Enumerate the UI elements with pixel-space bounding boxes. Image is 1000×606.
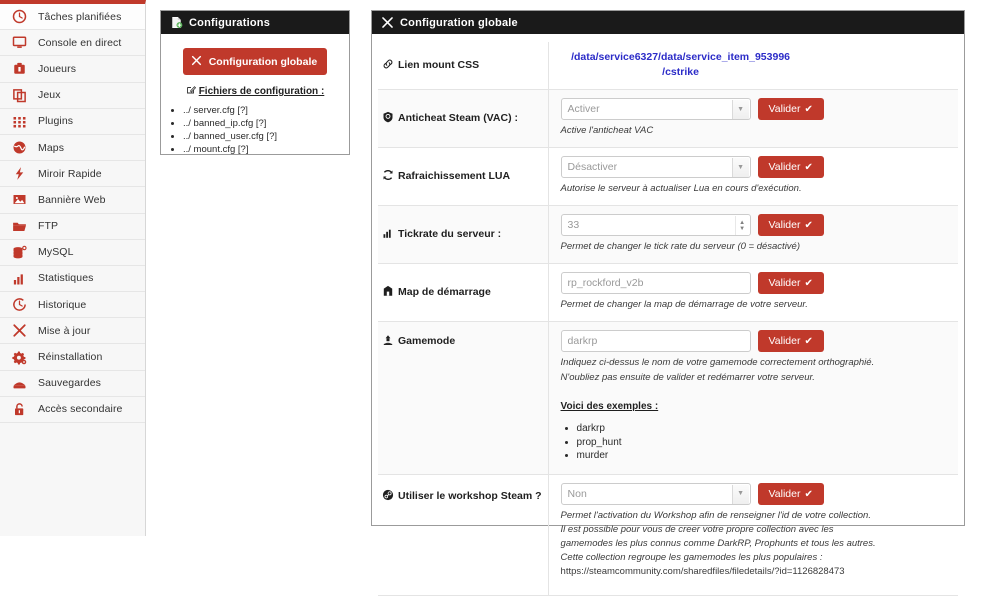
row-label-text: Map de démarrage <box>398 286 491 298</box>
row-label-rafraichissement-lua <box>378 148 548 206</box>
validate-map-button[interactable] <box>758 272 824 294</box>
validate-anticheat-button[interactable] <box>758 98 824 120</box>
validate-label: Valider <box>768 277 801 289</box>
configuration-table <box>378 42 958 596</box>
configuration-globale-panel-body <box>372 34 964 606</box>
workshop-hint-line4: Cette collection regroupe les gamemodes les plus populaires : <box>560 551 823 563</box>
row-label-text: Utiliser le workshop Steam ? <box>398 489 542 502</box>
edit-icon <box>186 85 196 97</box>
sidebar-item-label: Bannière Web <box>38 193 106 206</box>
row-value-anticheat-steam <box>548 90 958 148</box>
table-row <box>378 148 958 206</box>
row-label-text: Lien mount CSS <box>398 59 480 71</box>
gamemode-hint-line2: N'oubliez pas ensuite de valider et redémarrer votre serveur. <box>560 372 815 383</box>
table-row <box>378 474 958 595</box>
copy-icon <box>6 85 32 105</box>
list-item[interactable]: • ../ mount.cfg [?] <box>183 143 341 156</box>
anticheat-hint: Active l'anticheat VAC <box>560 125 654 136</box>
lightning-icon <box>6 164 32 184</box>
chevron-down-icon: ▼ <box>732 485 749 504</box>
fichiers-de-configuration-title[interactable] <box>169 85 341 97</box>
sidebar-item-joueurs[interactable] <box>0 56 145 82</box>
map-control-row <box>561 272 952 294</box>
clock-icon <box>6 7 32 27</box>
players-icon <box>6 59 32 79</box>
gears-icon <box>6 347 32 367</box>
sidebar-item-maps[interactable] <box>0 135 145 161</box>
table-row <box>378 90 958 148</box>
sidebar-item-reinstallation[interactable] <box>0 344 145 370</box>
tools-icon <box>191 56 205 68</box>
list-item[interactable]: • ../ banned_ip.cfg [?] <box>183 117 341 130</box>
row-label-workshop-steam <box>378 474 548 595</box>
bar-chart-icon <box>6 268 32 288</box>
table-row <box>378 206 958 264</box>
unlock-icon <box>6 399 32 419</box>
sidebar-item-label: Plugins <box>38 115 74 128</box>
validate-tickrate-button[interactable] <box>758 214 824 236</box>
validate-gamemode-button[interactable] <box>758 330 824 352</box>
row-value-lien-mount-css <box>548 42 958 90</box>
anticheat-select[interactable] <box>561 98 751 120</box>
row-value-map-de-demarrage <box>548 264 958 322</box>
configurations-panel-body <box>161 34 349 164</box>
row-value-tickrate <box>548 206 958 264</box>
check-icon: ✔ <box>804 336 813 347</box>
check-icon: ✔ <box>804 278 813 289</box>
validate-workshop-button[interactable] <box>758 483 824 505</box>
mount-path-line2: /cstrike <box>662 66 699 78</box>
sidebar-item-label: Réinstallation <box>38 351 103 364</box>
refresh-icon <box>382 169 395 184</box>
mount-path-link[interactable] <box>561 50 801 80</box>
page-title: Configuration globale <box>400 16 518 29</box>
configurations-panel-title: Configurations <box>189 16 271 29</box>
row-label-map-de-demarrage <box>378 264 548 322</box>
gamemode-input-value: darkrp <box>567 335 598 347</box>
table-row <box>378 42 958 90</box>
sidebar-item-label: Miroir Rapide <box>38 167 102 180</box>
row-value-rafraichissement-lua <box>548 148 958 206</box>
tickrate-stepper[interactable] <box>561 214 751 236</box>
sidebar-item-statistiques[interactable] <box>0 266 145 292</box>
mount-path-line1: /data/service6327/data/service_item_953996 <box>571 51 790 63</box>
sidebar-item-label: Joueurs <box>38 62 77 75</box>
shield-icon <box>382 111 395 126</box>
sidebar-item-label: Mise à jour <box>38 324 91 337</box>
sidebar-item-plugins[interactable] <box>0 109 145 135</box>
validate-label: Valider <box>768 219 801 231</box>
validate-label: Valider <box>768 161 801 173</box>
configuration-globale-panel-header <box>372 11 964 34</box>
sidebar-item-label: Jeux <box>38 89 61 102</box>
workshop-control-row <box>561 483 952 505</box>
globe-icon <box>6 138 32 158</box>
bar-chart-icon <box>382 227 395 242</box>
row-label-lien-mount-css <box>378 42 548 90</box>
sidebar-item-label: Historique <box>38 298 87 311</box>
gamemode-input[interactable] <box>561 330 751 352</box>
row-value-gamemode <box>548 322 958 475</box>
validate-label: Valider <box>768 103 801 115</box>
link-icon <box>382 58 395 73</box>
row-label-gamemode <box>378 322 548 475</box>
fichiers-de-configuration-label: Fichiers de configuration : <box>198 86 325 97</box>
configuration-globale-button[interactable] <box>183 48 327 75</box>
sidebar-item-ftp[interactable] <box>0 214 145 240</box>
gamemode-control-row <box>561 330 952 352</box>
backup-icon <box>6 373 32 393</box>
workshop-hint-line1: Permet l'activation du Workshop afin de renseigner l'id de votre collection. <box>560 509 871 521</box>
folder-icon <box>6 216 32 236</box>
sidebar <box>0 0 146 536</box>
configurations-panel-header <box>161 11 349 34</box>
sidebar-item-label: Maps <box>38 141 65 154</box>
row-label-text: Gamemode <box>398 335 456 347</box>
sidebar-item-taches-planifiees[interactable] <box>0 4 145 30</box>
lua-control-row <box>561 156 952 178</box>
workshop-hint-line3: gamemodes les plus connus comme DarkRP, Prophunts et tous les autres. <box>560 537 876 549</box>
row-label-anticheat-steam <box>378 90 548 148</box>
monitor-icon <box>6 33 32 53</box>
lua-refresh-select-value: Désactiver <box>567 161 618 173</box>
table-row <box>378 322 958 475</box>
sidebar-item-sauvegardes[interactable] <box>0 371 145 397</box>
sidebar-item-console-en-direct[interactable] <box>0 30 145 56</box>
configuration-globale-panel <box>371 10 965 577</box>
tickrate-control-row <box>561 214 952 236</box>
sidebar-item-label: FTP <box>38 220 59 233</box>
sidebar-item-jeux[interactable] <box>0 83 145 109</box>
row-label-text: Tickrate du serveur : <box>398 228 502 240</box>
sidebar-item-label: Accès secondaire <box>38 403 123 416</box>
validate-label: Valider <box>768 487 801 500</box>
grid-icon <box>6 111 32 131</box>
map-hint: Permet de changer la map de démarrage de votre serveur. <box>560 299 808 310</box>
gamemode-examples-list <box>561 422 952 463</box>
table-row <box>378 264 958 322</box>
file-add-icon <box>169 15 184 30</box>
tools-icon <box>380 15 395 30</box>
row-label-tickrate <box>378 206 548 264</box>
sidebar-item-label: Tâches planifiées <box>38 10 122 23</box>
anticheat-control-row <box>561 98 952 120</box>
sidebar-item-label: Statistiques <box>38 272 94 285</box>
lua-refresh-select[interactable] <box>561 156 751 178</box>
sidebar-item-banniere-web[interactable] <box>0 187 145 213</box>
sidebar-item-label: MySQL <box>38 246 74 259</box>
validate-label: Valider <box>768 335 801 347</box>
database-icon <box>6 242 32 262</box>
map-input-value: rp_rockford_v2b <box>567 277 644 289</box>
sidebar-item-acces-secondaire[interactable] <box>0 397 145 423</box>
sidebar-item-miroir-rapide[interactable] <box>0 161 145 187</box>
check-icon: ✔ <box>804 220 813 231</box>
history-icon <box>6 295 32 315</box>
map-input[interactable] <box>561 272 751 294</box>
workshop-hint-line2: Il est possible pour vous de creer votre propre collection avec les <box>560 523 834 535</box>
steam-icon <box>382 489 395 504</box>
chevron-down-icon: ▼ <box>732 100 749 119</box>
list-item: • prop_hunt <box>577 436 952 450</box>
configuration-globale-button-label: Configuration globale <box>208 56 318 68</box>
sidebar-item-mise-a-jour[interactable] <box>0 318 145 344</box>
image-icon <box>6 190 32 210</box>
gamemode-icon <box>382 334 395 349</box>
list-item[interactable]: • ../ server.cfg [?] <box>183 104 341 117</box>
check-icon: ✔ <box>804 488 813 500</box>
list-item[interactable]: • ../ banned_user.cfg [?] <box>183 130 341 143</box>
list-item: • murder <box>577 449 952 463</box>
workshop-select-value: Non <box>567 487 587 500</box>
anticheat-select-value: Activer <box>567 103 600 115</box>
row-label-text: Anticheat Steam (VAC) : <box>398 112 518 124</box>
validate-lua-button[interactable] <box>758 156 824 178</box>
tickrate-hint: Permet de changer le tick rate du serveur (0 = désactivé) <box>560 241 801 252</box>
row-label-text: Rafraichissement LUA <box>398 170 511 182</box>
lua-hint: Autorise le serveur à actualiser Lua en cours d'exécution. <box>560 183 802 194</box>
map-icon <box>382 285 395 300</box>
tickrate-value: 33 <box>567 219 580 231</box>
row-value-workshop-steam <box>548 474 958 595</box>
configurations-panel <box>160 10 350 155</box>
check-icon: ✔ <box>804 104 813 115</box>
gamemode-hint-line1: Indiquez ci-dessus le nom de votre gamemode correctement orthographié. <box>560 357 875 368</box>
spinner-arrows-icon[interactable]: ▲ ▼ <box>735 216 749 235</box>
workshop-collection-url[interactable]: https://steamcommunity.com/sharedfiles/filedetails/?id=1126828473 <box>560 565 845 577</box>
chevron-down-icon: ▼ <box>732 158 749 177</box>
workshop-select[interactable] <box>561 483 751 505</box>
list-item: • darkrp <box>577 422 952 436</box>
sidebar-item-mysql[interactable] <box>0 240 145 266</box>
sidebar-item-historique[interactable] <box>0 292 145 318</box>
configuration-files-list <box>169 104 341 156</box>
gamemode-examples-title: Voici des exemples : <box>560 401 659 412</box>
sidebar-item-label: Sauvegardes <box>38 377 101 390</box>
sidebar-item-label: Console en direct <box>38 36 122 49</box>
check-icon: ✔ <box>804 162 813 173</box>
tools-icon <box>6 321 32 341</box>
